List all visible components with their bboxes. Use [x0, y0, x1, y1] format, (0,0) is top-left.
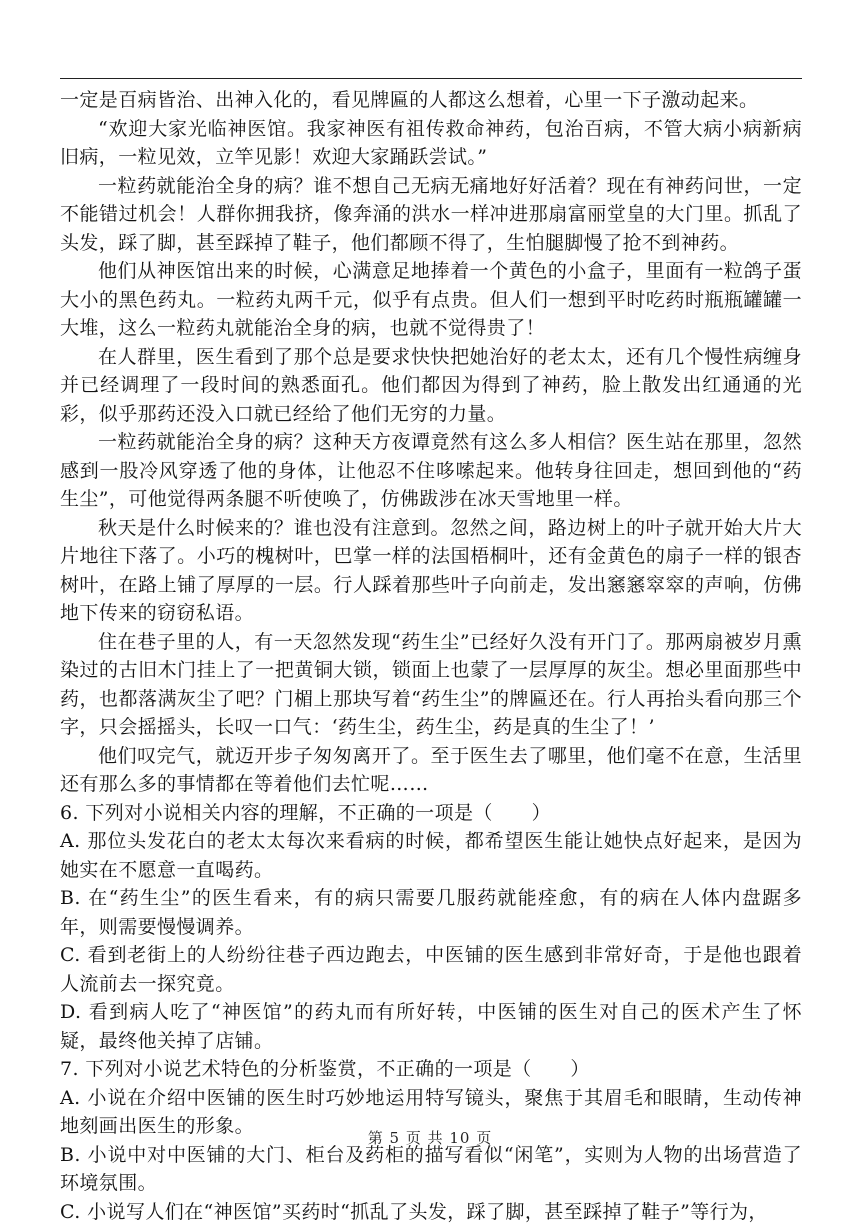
passage-paragraph: 一粒药就能治全身的病？谁不想自己无病无痛地好好活着？现在有神药问世，一定不能错过机会！人群你拥我挤，像奔涌的洪水一样冲进那扇富丽堂皇的大门里。抓乱了头发，踩了脚，甚至踩掉了鞋子，他们都顾不得了，生怕腿脚慢了抢不到神药。	[60, 172, 802, 258]
passage-paragraph: 秋天是什么时候来的？谁也没有注意到。忽然之间，路边树上的叶子就开始大片大片地往下落了。小巧的槐树叶，巴掌一样的法国梧桐叶，还有金黄色的扇子一样的银杏树叶，在路上铺了厚厚的一层。行人踩着那些叶子向前走，发出窸窸窣窣的声响，仿佛地下传来的窃窃私语。	[60, 514, 802, 628]
exam-page-content	[60, 86, 802, 1226]
passage-paragraph: 他们叹完气，就迈开步子匆匆离开了。至于医生去了哪里，他们毫不在意，生活里还有那么多的事情都在等着他们去忙呢……	[60, 742, 802, 799]
passage-paragraph: 一定是百病皆治、出神入化的，看见牌匾的人都这么想着，心里一下子激动起来。	[60, 86, 802, 115]
question-stem: 7. 下列对小说艺术特色的分析鉴赏，不正确的一项是（ ）	[60, 1055, 802, 1084]
option-a: A. 那位头发花白的老太太每次来看病的时候，都希望医生能让她快点好起来，是因为她实在不愿意一直喝药。	[60, 827, 802, 884]
passage-paragraph: 住在巷子里的人，有一天忽然发现“药生尘”已经好久没有开门了。那两扇被岁月熏染过的古旧木门挂上了一把黄铜大锁，锁面上也蒙了一层厚厚的灰尘。想必里面那些中药，也都落满灰尘了吧？门楣上那块写着“药生尘”的牌匾还在。行人再抬头看向那三个字，只会摇摇头，长叹一口气：‘药生尘，药生尘，药是真的生尘了！’	[60, 628, 802, 742]
option-b: B. 在“药生尘”的医生看来，有的病只需要几服药就能痊愈，有的病在人体内盘踞多年，则需要慢慢调养。	[60, 884, 802, 941]
option-a: A. 小说在介绍中医铺的医生时巧妙地运用特写镜头，聚焦于其眉毛和眼睛，生动传神地刻画出医生的形象。	[60, 1084, 802, 1141]
option-c: C. 小说写人们在“神医馆”买药时“抓乱了头发，踩了脚，甚至踩掉了鞋子”等行为，	[60, 1198, 802, 1226]
top-rule	[60, 78, 802, 79]
passage-paragraph: 一粒药就能治全身的病？这种天方夜谭竟然有这么多人相信？医生站在那里，忽然感到一股冷风穿透了他的身体，让他忍不住哆嗦起来。他转身往回走，想回到他的“药生尘”，可他觉得两条腿不听使唤了，仿佛跋涉在冰天雪地里一样。	[60, 428, 802, 514]
page-number: 第 5 页 共 10 页	[0, 1127, 860, 1148]
passage-paragraph: 在人群里，医生看到了那个总是要求快快把她治好的老太太，还有几个慢性病缠身并已经调理了一段时间的熟悉面孔。他们都因为得到了神药，脸上散发出红通通的光彩，似乎那药还没入口就已经给了他们无穷的力量。	[60, 343, 802, 429]
question-6	[60, 799, 802, 1056]
question-stem: 6. 下列对小说相关内容的理解，不正确的一项是（ ）	[60, 799, 802, 828]
option-d: D. 看到病人吃了“神医馆”的药丸而有所好转，中医铺的医生对自己的医术产生了怀疑，最终他关掉了店铺。	[60, 998, 802, 1055]
passage-paragraph: 他们从神医馆出来的时候，心满意足地捧着一个黄色的小盒子，里面有一粒鸽子蛋大小的黑色药丸。一粒药丸两千元，似乎有点贵。但人们一想到平时吃药时瓶瓶罐罐一大堆，这么一粒药丸就能治全身的病，也就不觉得贵了！	[60, 257, 802, 343]
option-b: B. 小说中对中医铺的大门、柜台及药柜的描写看似“闲笔”，实则为人物的出场营造了环境氛围。	[60, 1141, 802, 1198]
passage-paragraph: “欢迎大家光临神医馆。我家神医有祖传救命神药，包治百病，不管大病小病新病旧病，一粒见效，立竿见影！欢迎大家踊跃尝试。”	[60, 115, 802, 172]
option-c: C. 看到老街上的人纷纷往巷子西边跑去，中医铺的医生感到非常好奇，于是他也跟着人流前去一探究竟。	[60, 941, 802, 998]
